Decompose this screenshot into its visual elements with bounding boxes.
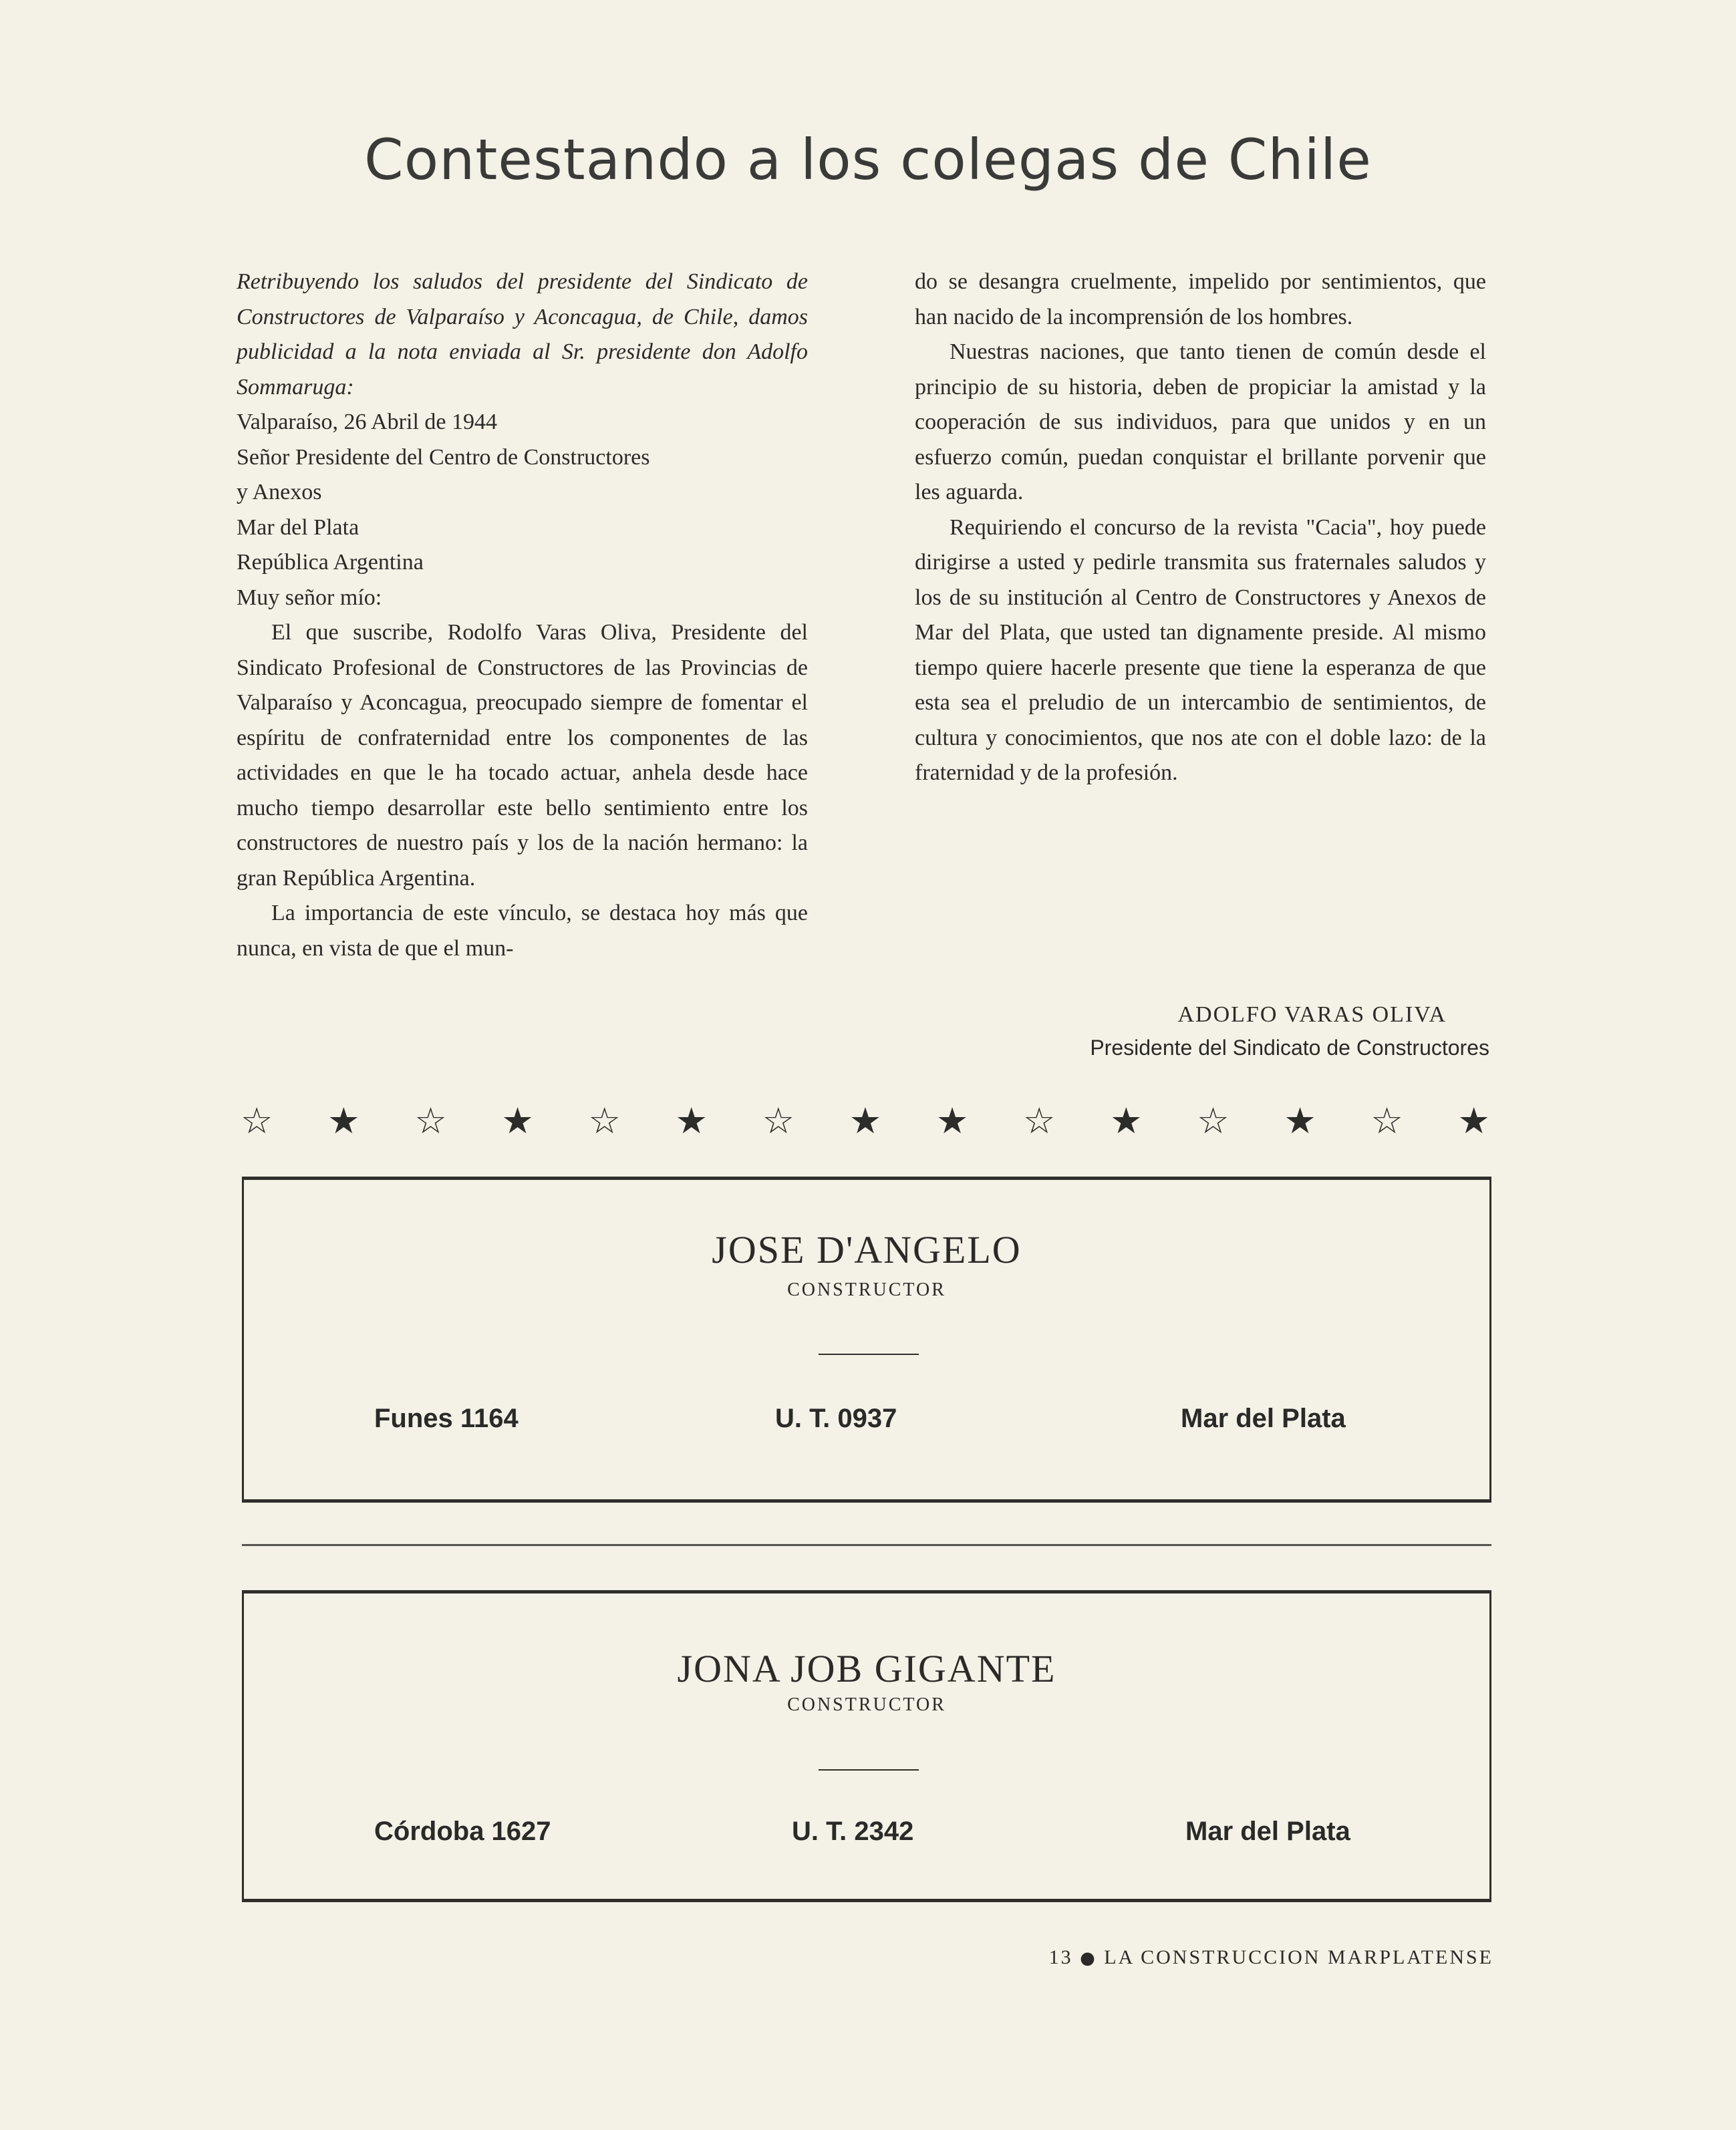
advertisement-box [242, 1177, 1491, 1503]
letter-paragraph: do se desangra cruelmente, impelido por sentimientos, que han nacido de la incomprensión de los hombres. [915, 269, 1486, 329]
article-left-column [237, 265, 808, 966]
advertiser-city: Mar del Plata [1185, 1817, 1350, 1846]
star-icon: ☆ [1022, 1100, 1056, 1142]
publication-name: LA CONSTRUCCION MARPLATENSE [1104, 1946, 1493, 1968]
page-footer [976, 1944, 1493, 1972]
advertiser-profession: CONSTRUCTOR [787, 1694, 946, 1715]
letter-addressee-line: Señor Presidente del Centro de Constructores [237, 444, 650, 470]
star-icon: ☆ [588, 1100, 621, 1142]
article-right-column [915, 265, 1486, 791]
advertiser-phone: U. T. 2342 [792, 1817, 914, 1846]
advertiser-city: Mar del Plata [1181, 1404, 1346, 1433]
star-icon: ★ [675, 1100, 708, 1142]
bullet-icon: ● [1080, 1948, 1097, 1968]
star-icon: ★ [1284, 1100, 1316, 1142]
star-icon: ★ [1457, 1100, 1490, 1142]
star-icon: ★ [1110, 1100, 1143, 1142]
article-title: Contestando a los colegas de Chile [364, 127, 1372, 192]
letter-date: Valparaíso, 26 Abril de 1944 [237, 410, 497, 434]
star-icon: ☆ [241, 1100, 273, 1142]
advertiser-profession: CONSTRUCTOR [787, 1279, 946, 1300]
star-icon: ☆ [762, 1100, 795, 1142]
advertisement-box [242, 1590, 1491, 1902]
advertiser-name: JONA JOB GIGANTE [677, 1647, 1056, 1690]
advertiser-address: Córdoba 1627 [374, 1817, 551, 1846]
ad-divider [819, 1769, 919, 1771]
article-intro: Retribuyendo los saludos del presidente del Sindicato de Constructores de Valparaíso y Aconcagua, de Chile, damos publicidad a la nota enviada al Sr. presidente don Adolfo Sommaruga: [237, 269, 808, 400]
star-icon: ★ [501, 1100, 534, 1142]
star-icon: ★ [849, 1100, 882, 1142]
star-icon: ☆ [414, 1100, 447, 1142]
signature-role: Presidente del Sindicato de Constructores [1090, 1036, 1489, 1060]
letter-paragraph: Nuestras naciones, que tanto tienen de común desde el principio de su historia, deben de propiciar la amistad y la cooperación de sus individuos, para que unidos y en un esfuerzo común, puedan conquistar el brillante porvenir que les aguarda. [915, 339, 1486, 504]
star-icon: ★ [935, 1100, 969, 1142]
letter-salutation: Muy señor mío: [237, 585, 382, 610]
star-divider [241, 1101, 1490, 1141]
section-divider [242, 1544, 1491, 1546]
letter-addressee-line: y Anexos [237, 480, 322, 504]
letter-addressee-line: República Argentina [237, 550, 424, 575]
advertiser-phone: U. T. 0937 [775, 1404, 897, 1433]
star-icon: ★ [327, 1100, 360, 1142]
letter-addressee-line: Mar del Plata [237, 514, 359, 540]
letter-paragraph: La importancia de este vínculo, se destaca hoy más que nunca, en vista de que el mun- [237, 901, 808, 961]
ad-divider [819, 1354, 919, 1355]
star-icon: ☆ [1197, 1100, 1229, 1142]
letter-paragraph: Requiriendo el concurso de la revista "Cacia", hoy puede dirigirse a usted y pedirle transmita sus fraternales saludos y los de su institución al Centro de Constructores y Anexos de Mar del Plata, que usted tan dignamente preside. Al mismo tiempo quiere hacerle presente que tiene la esperanza de que esta sea el preludio de un intercambio de sentimientos, de cultura y conocimientos, que nos ate con el doble lazo: de la fraternidad y de la profesión. [915, 514, 1486, 785]
signature-name: ADOLFO VARAS OLIVA [1177, 1002, 1447, 1027]
letter-paragraph: El que suscribe, Rodolfo Varas Oliva, Presidente del Sindicato Profesional de Constructores de las Provincias de Valparaíso y Aconcagua, preocupado siempre de fomentar el espíritu de confraternidad entre los componentes de las actividades en que le ha tocado actuar, anhela desde hace mucho tiempo desarrollar este bello sentimiento entre los constructores de nuestro país y los de la nación hermano: la gran República Argentina. [237, 620, 808, 891]
advertiser-name: JOSE D'ANGELO [712, 1228, 1022, 1271]
advertiser-address: Funes 1164 [374, 1404, 519, 1433]
page-number: 13 [1048, 1946, 1073, 1968]
star-icon: ☆ [1370, 1100, 1403, 1142]
